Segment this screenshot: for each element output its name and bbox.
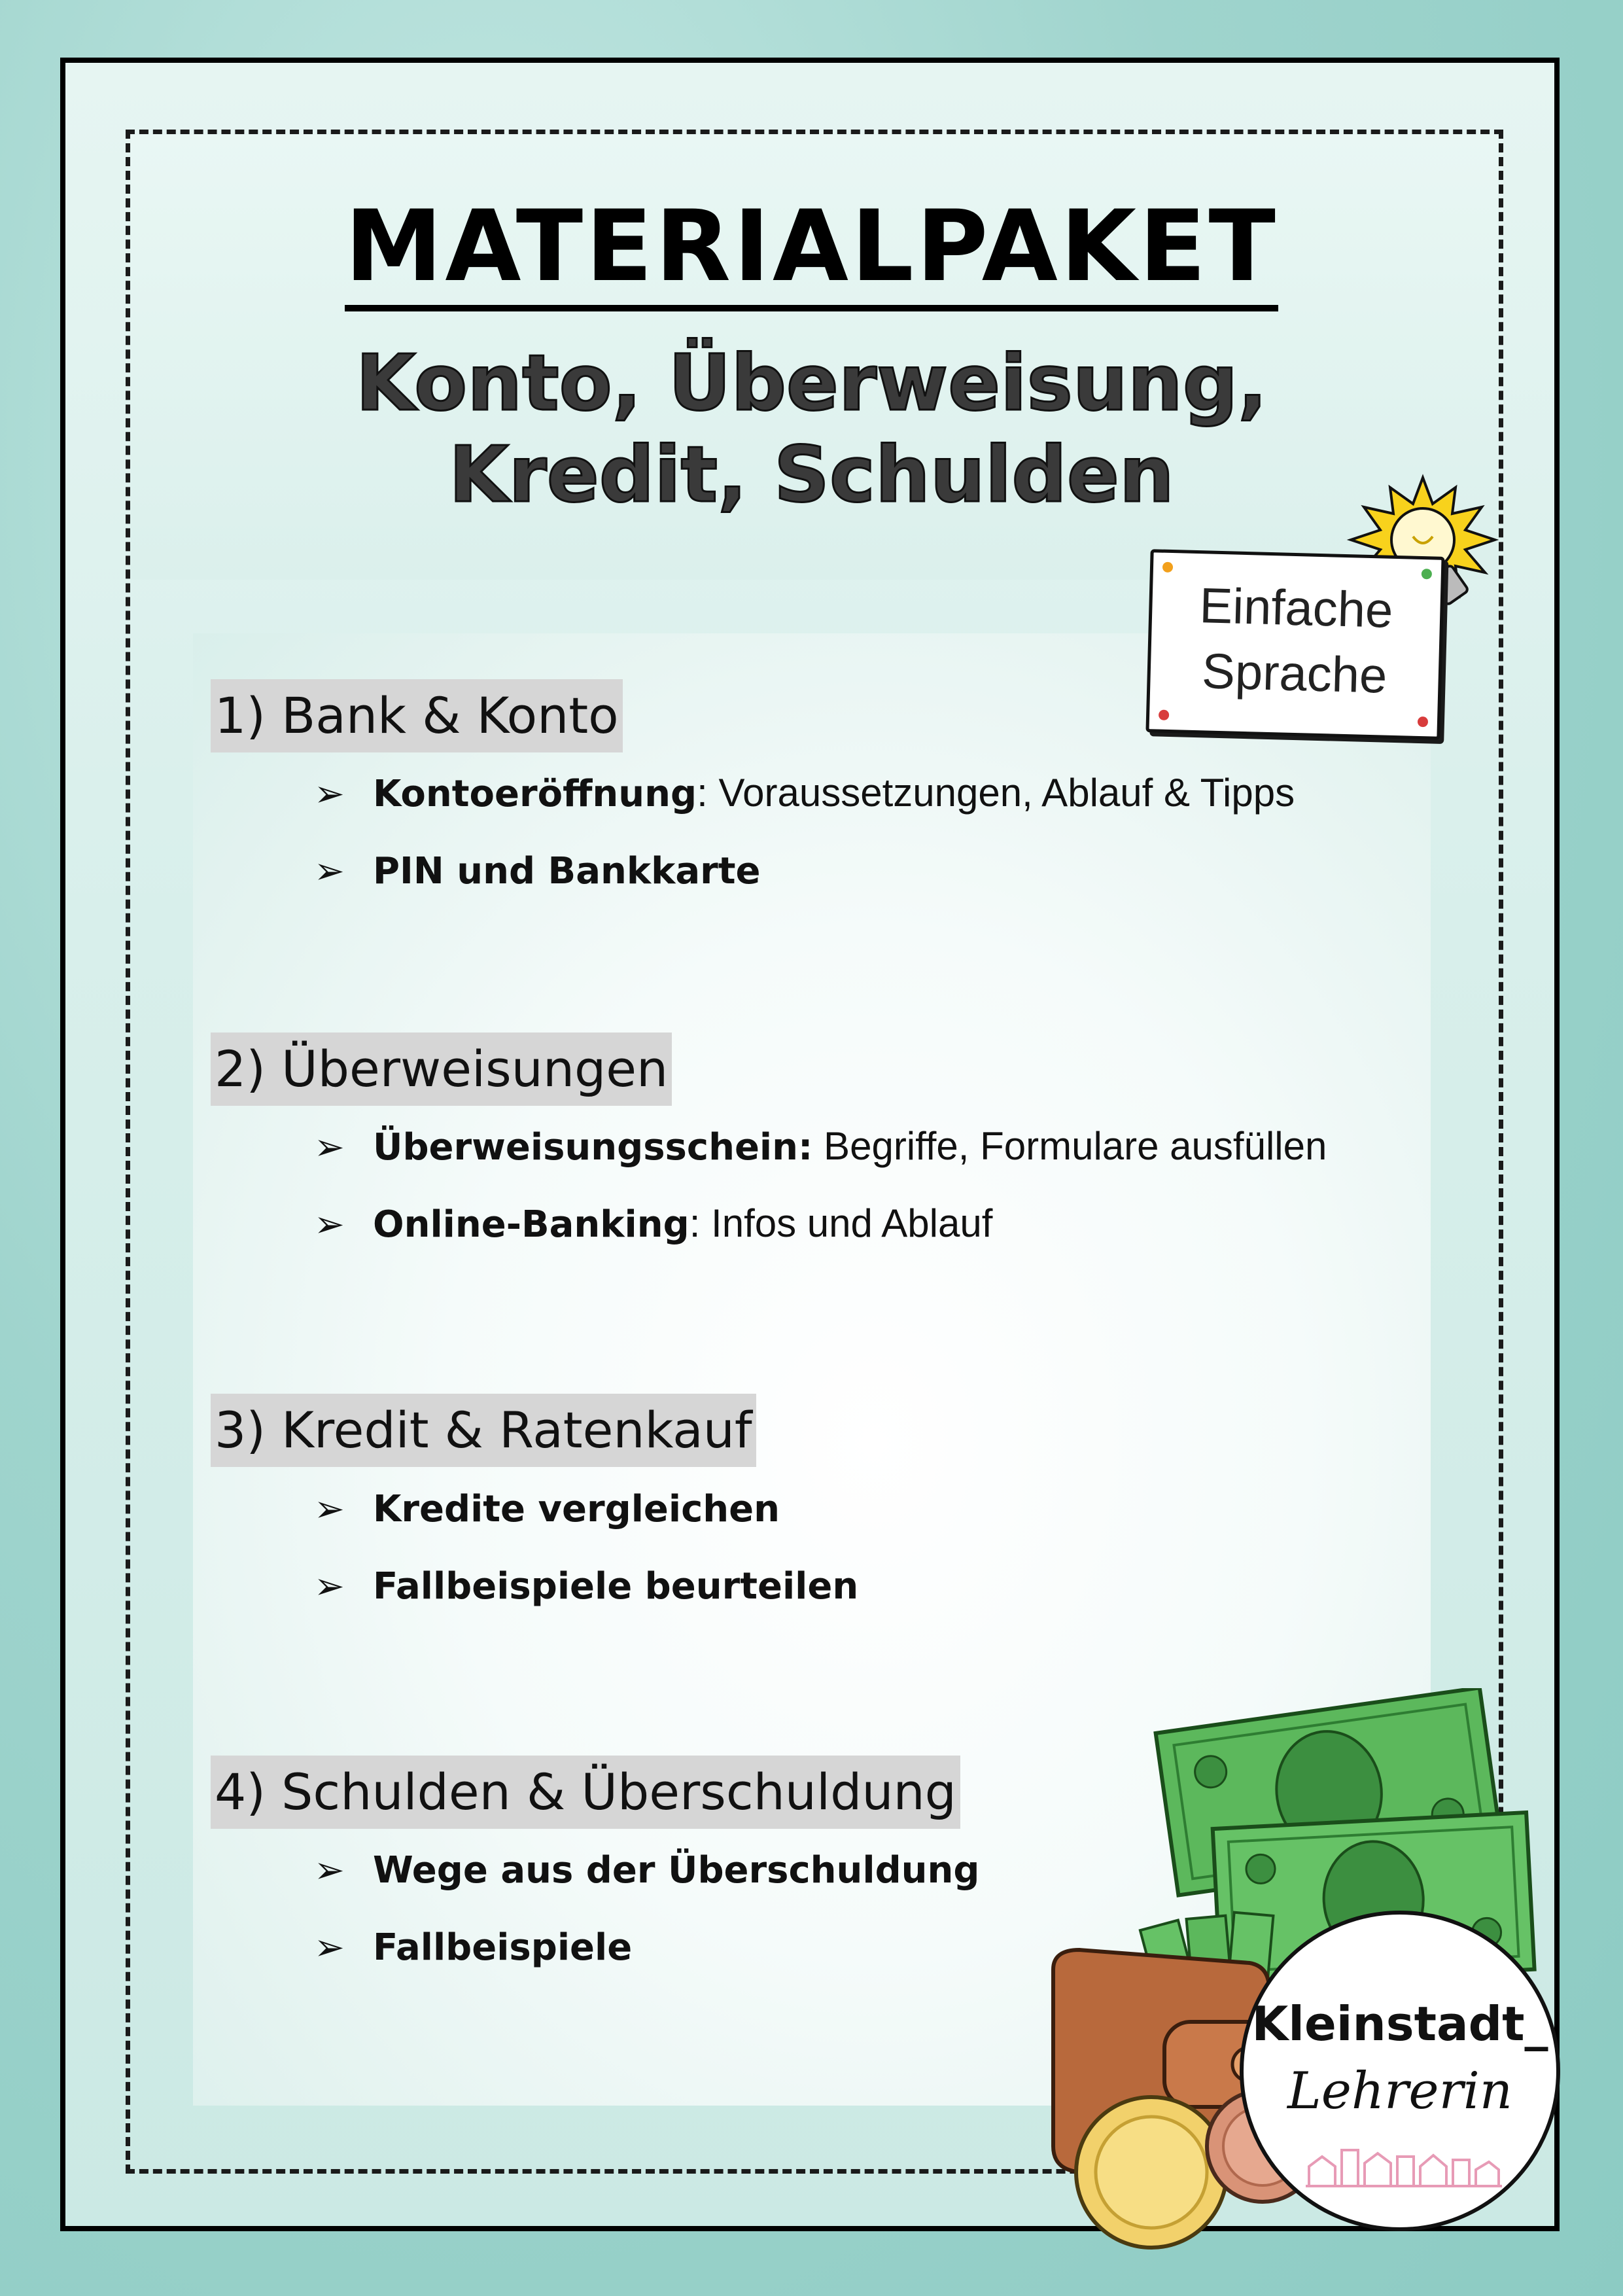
list-item: ➢ PIN und Bankkarte xyxy=(314,844,761,896)
section-heading-bank-konto: 1) Bank & Konto xyxy=(211,679,623,752)
arrow-bullet-icon: ➢ xyxy=(314,1926,345,1969)
arrow-bullet-icon: ➢ xyxy=(314,1203,345,1246)
list-item: ➢ Online-Banking: Infos und Ablauf xyxy=(314,1197,992,1250)
list-item: ➢ Überweisungsschein: Begriffe, Formulare ausfüllen xyxy=(314,1120,1327,1173)
section-heading-schulden: 4) Schulden & Überschuldung xyxy=(211,1756,960,1829)
section-heading-ueberweisungen: 2) Überweisungen xyxy=(211,1033,672,1106)
arrow-bullet-icon: ➢ xyxy=(314,850,345,892)
list-item: ➢ Wege aus der Überschuldung xyxy=(314,1843,980,1896)
kleinstadt-lehrerin-logo xyxy=(1240,1911,1560,2231)
pin-icon xyxy=(1159,710,1169,720)
pin-icon xyxy=(1418,716,1428,727)
arrow-bullet-icon: ➢ xyxy=(314,1849,345,1892)
pin-icon xyxy=(1162,562,1173,573)
page-title: MATERIALPAKET xyxy=(0,190,1623,304)
section-heading-kredit: 3) Kredit & Ratenkauf xyxy=(211,1394,756,1467)
badge-line-1: Einfache xyxy=(1198,578,1394,639)
subtitle-line-2: Kredit, Schulden xyxy=(449,429,1174,520)
list-item: ➢ Kontoeröffnung: Voraussetzungen, Ablauf & Tipps xyxy=(314,767,1295,819)
logo-line-1: Kleinstadt_ xyxy=(1251,1996,1548,2051)
list-item: ➢ Kredite vergleichen xyxy=(314,1482,780,1534)
arrow-bullet-icon: ➢ xyxy=(314,1488,345,1530)
arrow-bullet-icon: ➢ xyxy=(314,1126,345,1169)
list-item: ➢ Fallbeispiele xyxy=(314,1920,632,1973)
list-item: ➢ Fallbeispiele beurteilen xyxy=(314,1559,858,1612)
arrow-bullet-icon: ➢ xyxy=(314,773,345,815)
logo-line-2: Lehrerin xyxy=(1287,2062,1513,2121)
easy-language-badge xyxy=(1145,549,1444,740)
badge-line-2: Sprache xyxy=(1201,643,1388,704)
town-skyline-icon xyxy=(1306,2137,1502,2189)
subtitle-line-1: Konto, Überweisung, xyxy=(355,338,1268,428)
pin-icon xyxy=(1422,569,1432,579)
arrow-bullet-icon: ➢ xyxy=(314,1565,345,1608)
